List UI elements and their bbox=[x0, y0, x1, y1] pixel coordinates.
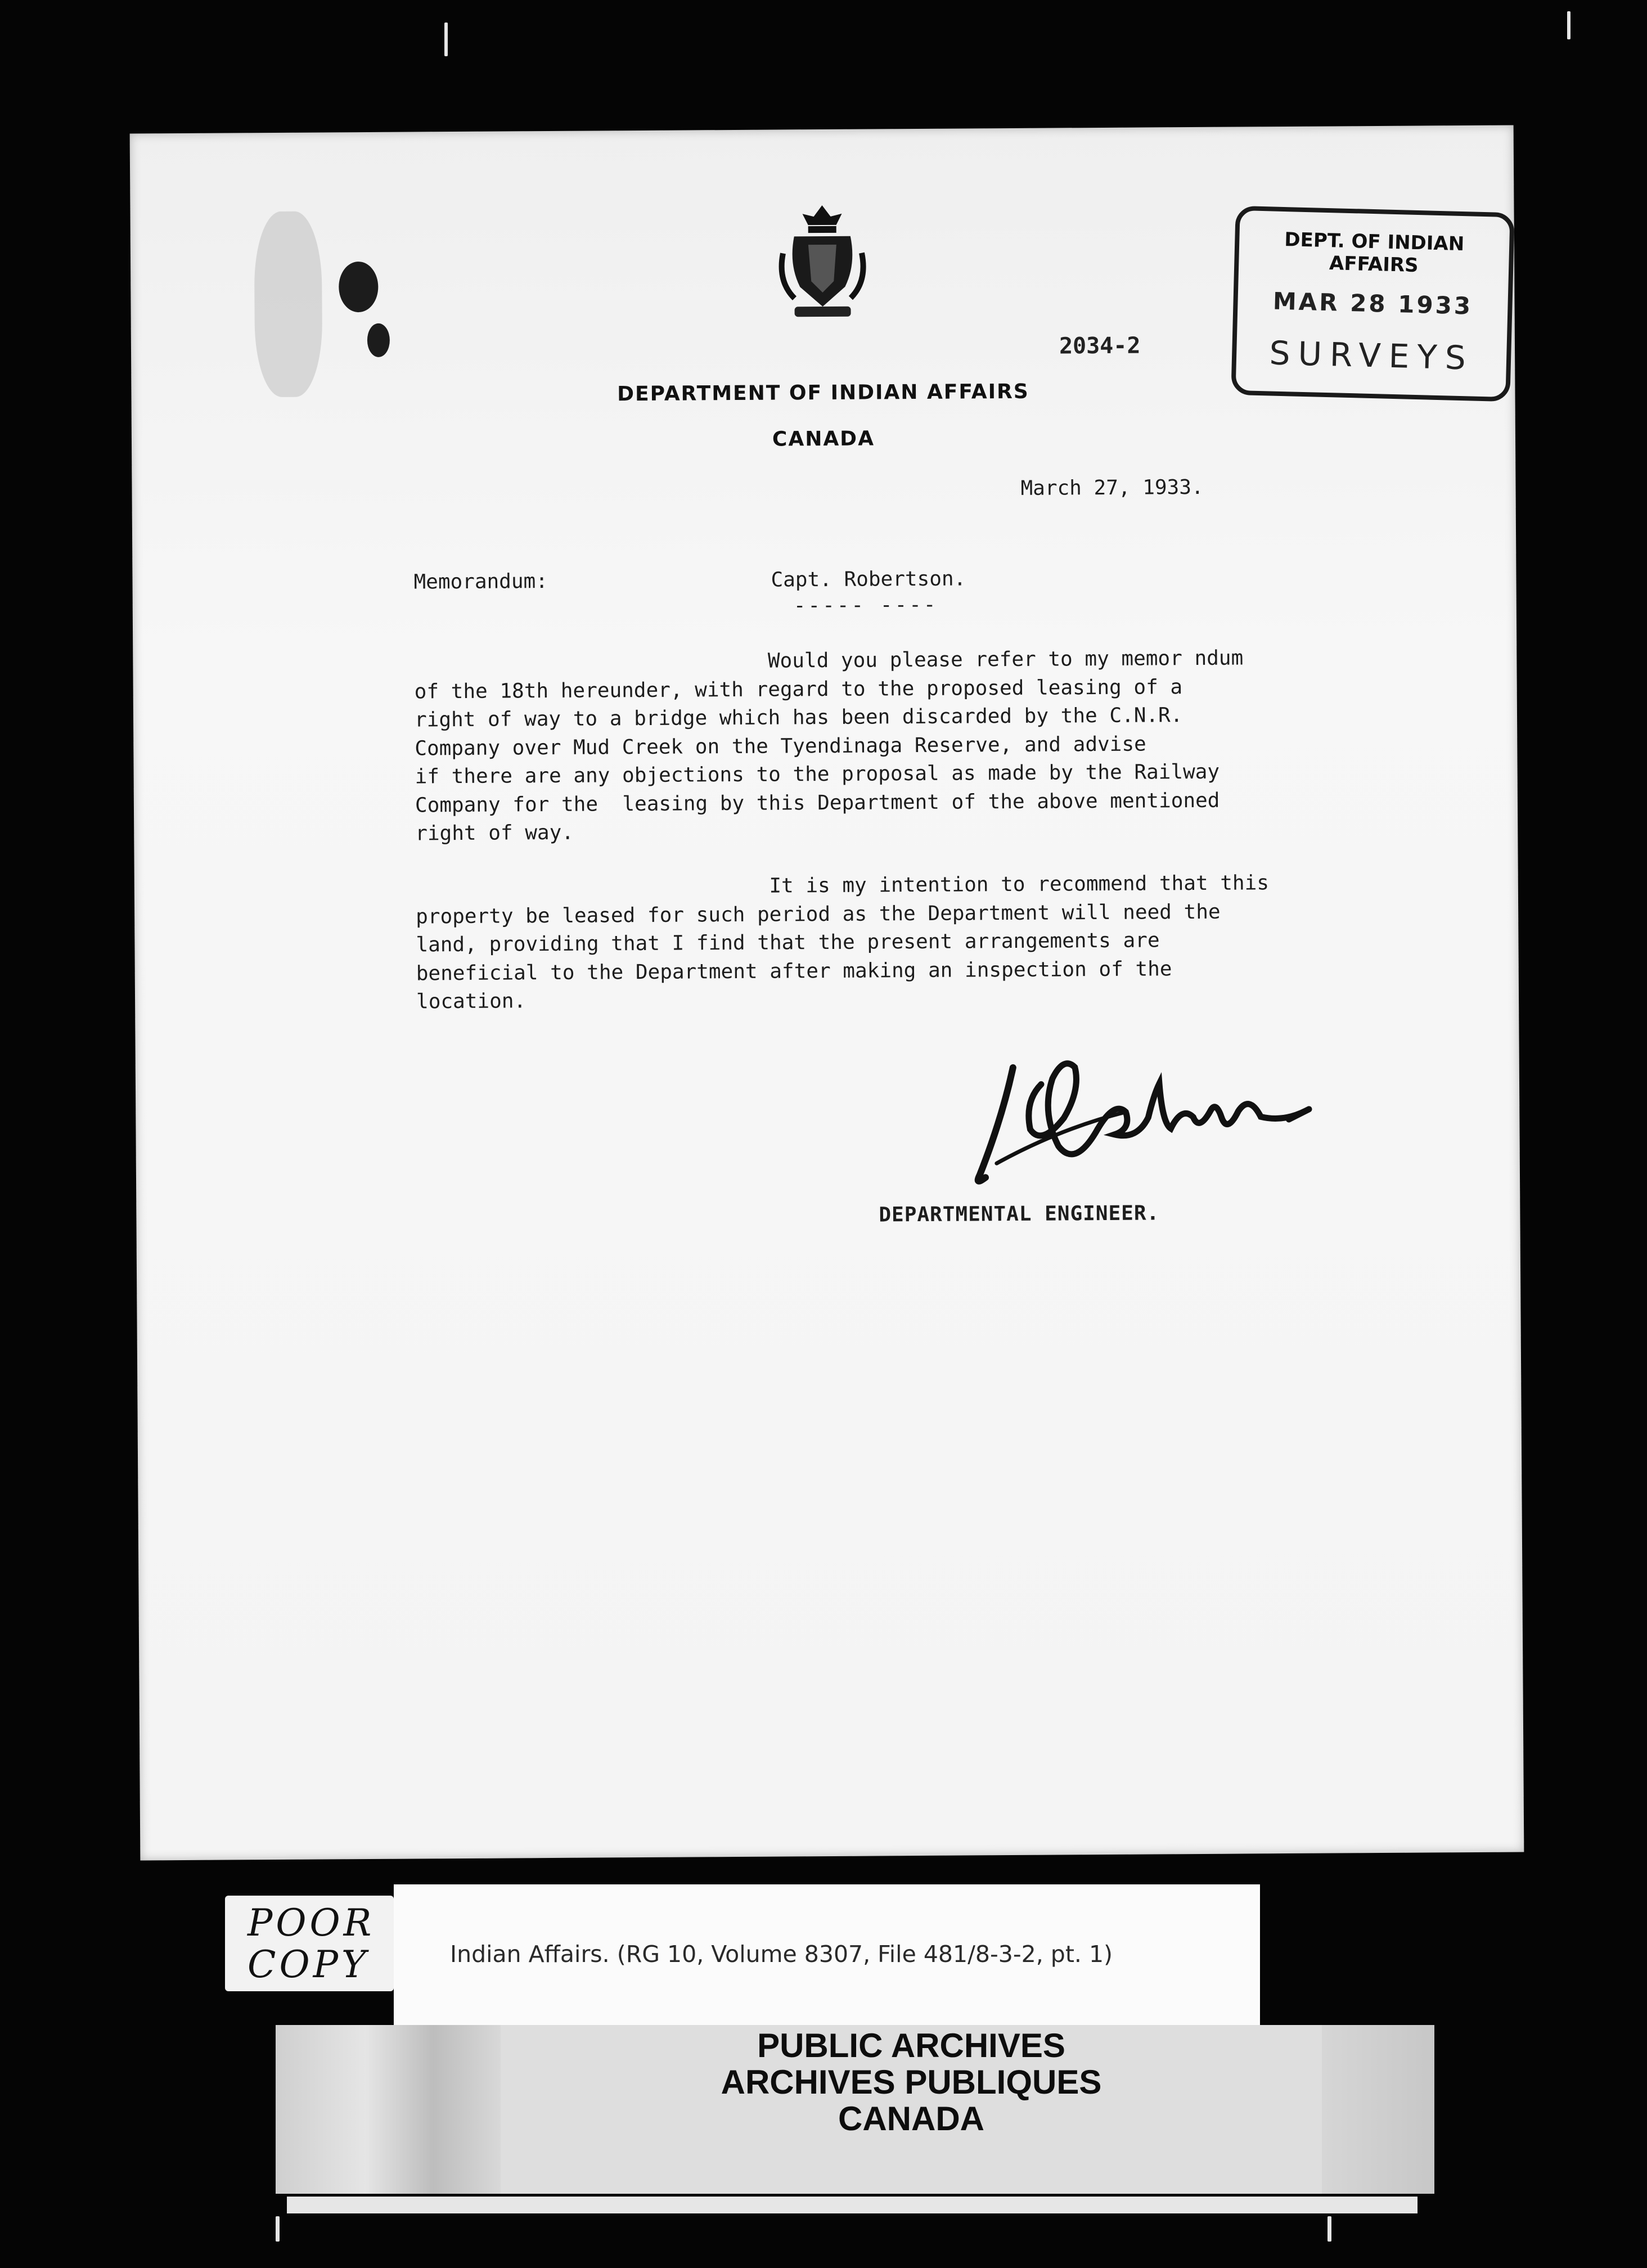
letter-page bbox=[130, 125, 1524, 1861]
text-line: It is my intention to recommend that this bbox=[415, 871, 1270, 900]
scan-mark bbox=[1567, 11, 1570, 39]
archive-citation: Indian Affairs. (RG 10, Volume 8307, File 481/8-3-2, pt. 1) bbox=[450, 1941, 1113, 1968]
received-stamp bbox=[1231, 206, 1514, 402]
signatory-title: DEPARTMENTAL ENGINEER. bbox=[879, 1202, 1160, 1227]
memo-label: Memorandum: bbox=[413, 570, 548, 594]
body-paragraph-2 bbox=[416, 868, 1486, 1016]
archive-band bbox=[276, 2025, 1434, 2194]
band-edge bbox=[276, 2025, 501, 2194]
letter-date: March 27, 1933. bbox=[1020, 475, 1204, 500]
handwritten-signature bbox=[945, 1032, 1329, 1203]
text-line: of the 18th hereunder, with regard to the proposed leasing of a bbox=[414, 675, 1183, 703]
citation-label bbox=[394, 1884, 1260, 2031]
archive-country: CANADA bbox=[838, 2100, 984, 2138]
poor-copy-line2: COPY bbox=[248, 1943, 370, 1986]
letterhead-department: DEPARTMENT OF INDIAN AFFAIRS bbox=[617, 380, 1029, 406]
text-line: right of way. bbox=[415, 821, 574, 845]
letterhead-country: CANADA bbox=[772, 427, 875, 451]
text-line: beneficial to the Department after making an inspection of the bbox=[416, 957, 1172, 985]
paper-hole bbox=[339, 262, 379, 312]
addressee-underline: ----- ---- bbox=[793, 593, 938, 618]
memo-addressee: Capt. Robertson. bbox=[771, 567, 966, 592]
poor-copy-tag bbox=[225, 1896, 394, 1991]
text-line: right of way to a bridge which has been discarded by the C.N.R. bbox=[414, 704, 1183, 732]
file-number: 2034-2 bbox=[1059, 332, 1141, 359]
archive-name-fr: ARCHIVES PUBLIQUES bbox=[721, 2063, 1102, 2101]
scan-mark bbox=[1328, 2216, 1331, 2242]
text-line: if there are any objections to the proposal as made by the Railway bbox=[415, 760, 1220, 789]
bottom-strip bbox=[287, 2197, 1418, 2213]
scan-mark bbox=[276, 2216, 280, 2242]
paper-stain bbox=[254, 211, 322, 397]
stamp-branch: SURVEYS bbox=[1268, 334, 1474, 377]
text-line: Would you please refer to my memor ndum bbox=[414, 646, 1244, 675]
text-line: Company for the leasing by this Department of the above mentioned bbox=[415, 789, 1220, 817]
stamp-date: MAR 28 1933 bbox=[1272, 287, 1473, 320]
paper-hole bbox=[367, 323, 390, 357]
body-paragraph-1 bbox=[414, 643, 1484, 848]
scan-mark bbox=[444, 22, 448, 56]
text-line: property be leased for such period as the Department will need the bbox=[416, 900, 1221, 928]
coat-of-arms-icon bbox=[777, 202, 867, 321]
poor-copy-line1: POOR bbox=[248, 1901, 375, 1945]
stamp-department: DEPT. OF INDIAN AFFAIRS bbox=[1284, 228, 1465, 277]
band-edge bbox=[1322, 2025, 1434, 2194]
archive-name-en: PUBLIC ARCHIVES bbox=[757, 2027, 1065, 2064]
text-line: land, providing that I find that the present arrangements are bbox=[416, 929, 1160, 957]
text-line: location. bbox=[416, 989, 526, 1014]
text-line: Company over Mud Creek on the Tyendinaga Reserve, and advise bbox=[415, 732, 1146, 760]
